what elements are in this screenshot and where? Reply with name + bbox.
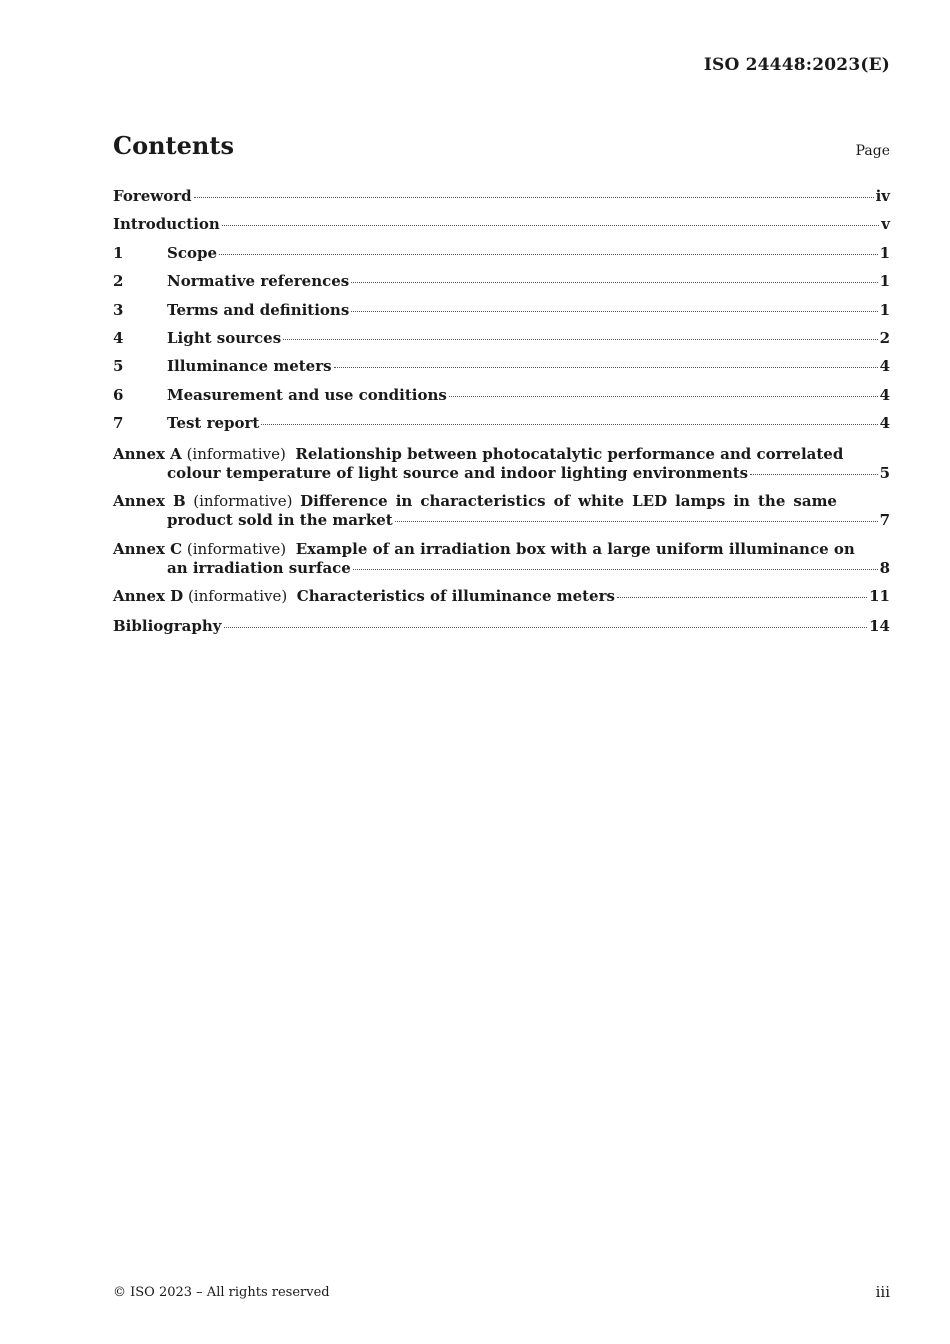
footer-page-number: iii: [875, 1283, 890, 1301]
annex-label: Annex B: [113, 492, 186, 511]
annex-title-line1: Difference in characteristics of white LED lamps in the same: [300, 492, 837, 511]
annex-second-line: [113, 559, 890, 578]
document-id: ISO 24448:2023(E): [703, 55, 890, 75]
annex-label: Annex D: [113, 587, 184, 606]
toc-entry-title: Test report: [167, 414, 260, 433]
dot-leader: [261, 424, 877, 425]
toc-entry-number: 5: [113, 357, 124, 376]
annex-title-line2: product sold in the market: [167, 511, 393, 530]
toc-entry-title: Foreword: [113, 187, 192, 205]
dot-leader: [617, 597, 867, 598]
contents-heading: Contents: [113, 131, 234, 160]
toc-entry-title: Scope: [167, 243, 218, 262]
toc-entry-clause-3[interactable]: [113, 300, 890, 328]
toc-entry-page: 14: [869, 616, 890, 635]
toc-entry-title: Measurement and use conditions: [167, 385, 447, 404]
annex-first-line: [113, 492, 837, 511]
toc-entry-title: Terms and definitions: [167, 300, 350, 319]
dot-leader: [224, 627, 868, 628]
toc-entry-annex-d[interactable]: [113, 587, 890, 606]
annex-title: Characteristics of illuminance meters: [296, 587, 615, 606]
toc-entry-page: 2: [879, 328, 890, 347]
annex-informative-note: (informative): [186, 539, 287, 558]
toc-entry-page: 5: [879, 463, 890, 482]
toc-entry-page: 1: [879, 243, 890, 262]
dot-leader: [395, 521, 878, 522]
toc-entry-title: Illuminance meters: [167, 357, 332, 376]
dot-leader: [222, 225, 879, 226]
page-column-label: Page: [855, 143, 890, 159]
toc-entry-title: Bibliography: [113, 616, 222, 635]
toc-entry-page: 1: [879, 272, 890, 291]
dot-leader: [351, 282, 877, 283]
toc-entry-page: 7: [879, 511, 890, 530]
toc-entry-introduction[interactable]: [113, 214, 890, 242]
annex-label: Annex A: [113, 444, 182, 463]
toc-entry-number: 4: [113, 328, 124, 347]
toc-entry-page: 4: [879, 357, 890, 376]
annex-informative-note: (informative): [187, 587, 288, 606]
toc-entry-page: 1: [879, 300, 890, 319]
annex-informative-note: (informative): [186, 444, 286, 463]
toc-entry-annex-a[interactable]: [113, 445, 890, 483]
dot-leader: [449, 396, 878, 397]
dot-leader: [194, 197, 874, 198]
footer-copyright: © ISO 2023 – All rights reserved: [113, 1285, 330, 1300]
toc-entry-title: Normative references: [167, 272, 350, 291]
toc-entry-clause-1[interactable]: [113, 243, 890, 271]
toc-entry-clause-4[interactable]: [113, 328, 890, 356]
table-of-contents: [113, 186, 890, 644]
toc-entry-annex-b[interactable]: [113, 492, 890, 530]
dot-leader: [353, 569, 878, 570]
toc-entry-number: 7: [113, 414, 124, 433]
dot-leader: [283, 339, 877, 340]
annex-first-line: [113, 539, 855, 559]
toc-entry-page: 8: [879, 558, 890, 577]
toc-entry-title: Introduction: [113, 215, 220, 234]
toc-entry-annex-c[interactable]: [113, 540, 890, 578]
toc-entry-number: 2: [113, 272, 124, 291]
annex-first-line: [113, 444, 844, 464]
annex-first-line: [113, 587, 615, 606]
toc-entry-number: 3: [113, 300, 124, 319]
toc-entry-page: v: [881, 215, 890, 234]
dot-leader: [219, 254, 878, 255]
annex-label: Annex C: [113, 539, 183, 558]
annex-second-line: [113, 464, 890, 483]
toc-entry-page: 11: [869, 587, 890, 606]
toc-entry-clause-5[interactable]: [113, 356, 890, 384]
annex-second-line: [113, 511, 890, 530]
toc-entry-clause-2[interactable]: [113, 271, 890, 299]
toc-entry-clause-7[interactable]: [113, 413, 890, 441]
annex-title-line1: Example of an irradiation box with a large uniform illuminance on: [295, 539, 855, 558]
annex-title-line2: an irradiation surface: [167, 558, 351, 577]
dot-leader: [750, 474, 877, 475]
toc-entry-foreword[interactable]: [113, 186, 890, 214]
dot-leader: [351, 311, 877, 312]
toc-entry-page: 4: [879, 414, 890, 433]
toc-entry-page: 4: [879, 385, 890, 404]
annex-informative-note: (informative): [193, 492, 293, 511]
toc-entry-number: 6: [113, 385, 124, 404]
annex-title-line2: colour temperature of light source and indoor lighting environments: [167, 463, 749, 482]
toc-entry-clause-6[interactable]: [113, 385, 890, 413]
toc-entry-number: 1: [113, 243, 124, 262]
toc-entry-bibliography[interactable]: [113, 616, 890, 644]
annex-title-line1: Relationship between photocatalytic performance and correlated: [295, 444, 844, 463]
toc-entry-page: iv: [875, 187, 890, 205]
dot-leader: [334, 367, 878, 368]
toc-entry-title: Light sources: [167, 328, 282, 347]
